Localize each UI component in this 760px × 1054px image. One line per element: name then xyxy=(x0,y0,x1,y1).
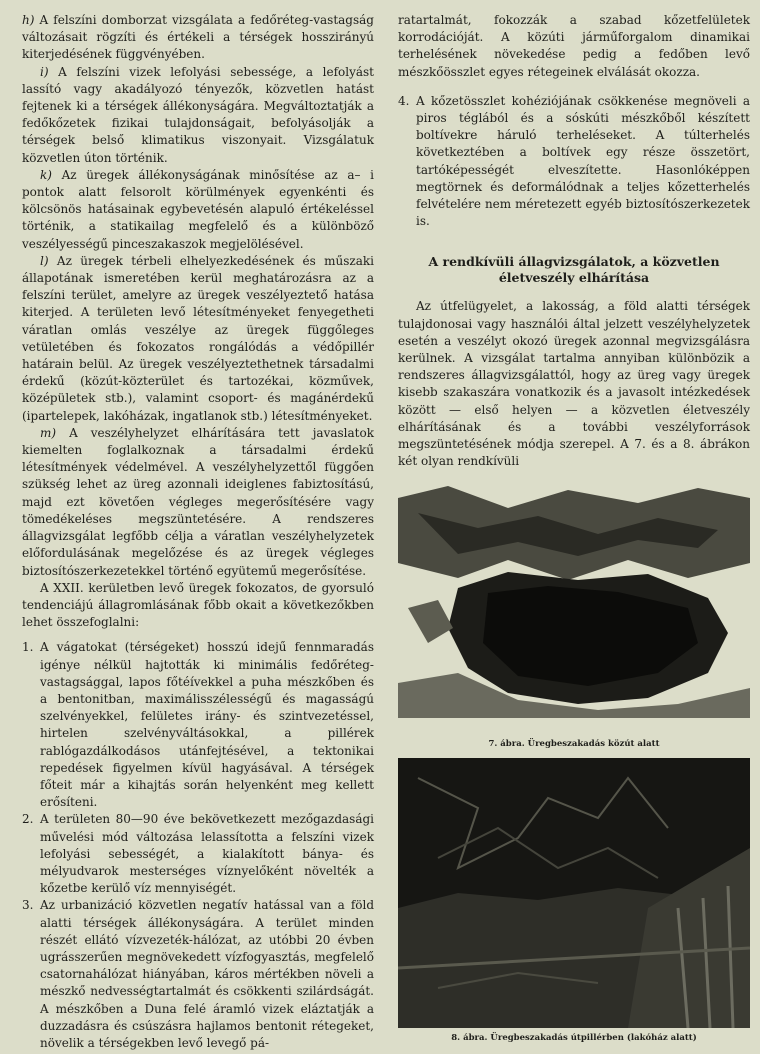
figure-8-photo xyxy=(398,758,750,1028)
figure-7-caption: 7. ábra. Üregbeszakadás közút alatt xyxy=(488,739,660,749)
list-item: 2. A területen 80—90 éve bekövetkezett mezőgazdasági művelési mód változása lelassította a felszíni vizek lefolyási sebességét, a kialakított bánya- és mélyudvarok mesterséges víznyelőként növelték a kőzetbe kerülő víz mennyiségét. xyxy=(22,812,374,896)
left-column xyxy=(22,12,374,1052)
paragraph-m: m) A veszélyhelyzet elhárítására tett javaslatok kiemelten foglalkoznak a társadalmi érdekű létesítmények védelmével. A veszélyhelyzettől függően szükség lehet az üreg azonnali ideiglenes fabiztosítású, majd ezt követően végleges megerősítésére vagy tömedékeléses megszüntetésére. A rendszeres állagvizsgálat legfőbb célja a váratlan veszélyhelyzetek előfordulásának megelőzése és az üregek végleges biztosítószerkezetekkel történő együtemű megerősítése. xyxy=(22,425,374,578)
list-item: 3. Az urbanizáció közvetlen negatív hatással van a föld alatti térségek állékonyságára. A terület minden részét ellátó vízvezeték-hálózat, az utóbbi 20 évben ugrásszerűen megnövekedett vízfogyasztás, megfelelő csatornahálózat hiányában, káros mértékben növeli a mészkő nedvességtartalmát és csökkenti szilárdságát. A mészkőben a Duna felé áramló vizek eláztatják a duzzadásra és csúszásra hajlamos bentonit rétegeket, növelik a térségekben levő levegő pá- xyxy=(22,898,374,1050)
paragraph-causes-intro: A XXII. kerületben levő üregek fokozatos, de gyorsuló tendenciájú állagromlásának főbb okait a következőkben lehet összefoglalni: xyxy=(22,580,374,630)
causes-list xyxy=(22,639,374,1052)
section-paragraph: Az útfelügyelet, a lakosság, a föld alatti térségek tulajdonosai vagy használói által jelzett veszélyhelyzetek esetén a veszélyt okozó üregek azonnal megvizsgálásra kerülnek. A vizsgálat tartalma annyiban különbözik a rendszeres állagvizsgálattól, hogy az üreg vagy üregek kisebb szakaszára vonatkozik és a javasolt intézkedések között — első helyen — a közvetlen életveszély elhárításának és a további veszélyforrások megszüntetésének módja szerepel. A 7. és a 8. ábrákon két olyan rendkívüli xyxy=(398,299,750,469)
figure-7-photo xyxy=(398,468,750,718)
causes-list-continued xyxy=(398,93,750,231)
paragraph-i: i) A felszíni vizek lefolyási sebessége, a lefolyást lassító vagy akadályozó tényezők, közvetlen hatást fejtenek ki a térségek állékonyságára. Megváltoztatják a fedőkőzetek fizikai tulajdonságait, befolyásolják a térségek belső klimatikus viszonyait. Vizsgálatuk közvetlen úton történik. xyxy=(22,64,374,165)
paragraph-l: l) Az üregek térbeli elhelyezkedésének és műszaki állapotának ismeretében kerül meghatározásra az a felszíni terület, amelyre az üregek veszélyeztető hatása kiterjed. A területen levő létesítményeket fenyegetheti váratlan omlás veszélye az üregek függőleges vetületében és fokozatos rongálódás a védőpillér határain belül. Az üregek veszélyeztethetnek társadalmi érdekű (közút-közterület és tartozékai, közművek, középületek stb.), valamint csoport- és magánérdekű (ipartelepek, lakóházak, ingatlanok stb.) létesítményeket. xyxy=(22,253,374,423)
paragraph-h: h) A felszíni domborzat vizsgálata a fedőréteg-vastagság változásait rögzíti és értékeli a térségek hosszirányú kiterjedésének függvényében. xyxy=(22,13,374,62)
list-item: 4. A kőzetösszlet kohéziójának csökkenése megnöveli a piros téglából és a sóskúti mészkőből készített boltívekre háruló terheléseket. A túlterhelés következtében a boltívek egy része összetört, tartóképességét elveszítette. Hasonlóképpen megtörnek és deformálódnak a teljes kőzetterhelés felvételére nem méretezett egyéb biztosítószerkezetek is. xyxy=(398,93,750,229)
figure-8-caption: 8. ábra. Üregbeszakadás útpillérben (lakóház alatt) xyxy=(451,1033,697,1043)
list-item: 1. A vágatokat (térségeket) hosszú idejű fennmaradás igénye nélkül hajtották ki minimális fedőréteg-vastagsággal, lapos főtéívekkel a puha mészkőben és a bentonitban, maximálisszélességű és magasságú szelvényekkel, felületes irány- és szintvezetéssel, hirtelen szelvényváltásokkal, a pillérek rablógazdálkodásos utánfejtésével, a tektonikai repedések figyelmen kívül hagyásával. A térségek főteit már a kihajtás során helyenként meg kellett erősíteni. xyxy=(22,640,374,810)
continuation-paragraph: ratartalmát, fokozzák a szabad kőzetfelületek korrodációját. A közúti járműforgalom dinamikai terhelésének növekedése pedig a fedőben levő mészkőösszlet egyes rétegeinek elválását okozza. xyxy=(398,13,750,79)
paragraph-k: k) Az üregek állékonyságának minősítése az a– i pontok alatt felsorolt körülmények egyenkénti és kölcsönös hatásainak egybevetésén alapuló értékeléssel történik, a statikailag megfelelő és a különböző veszélyességű pinceszakaszok megjelölésével. xyxy=(22,167,374,251)
right-column xyxy=(398,12,750,470)
section-heading: A rendkívüli állagvizsgálatok, a közvetlen életveszély elhárítása xyxy=(428,254,720,286)
